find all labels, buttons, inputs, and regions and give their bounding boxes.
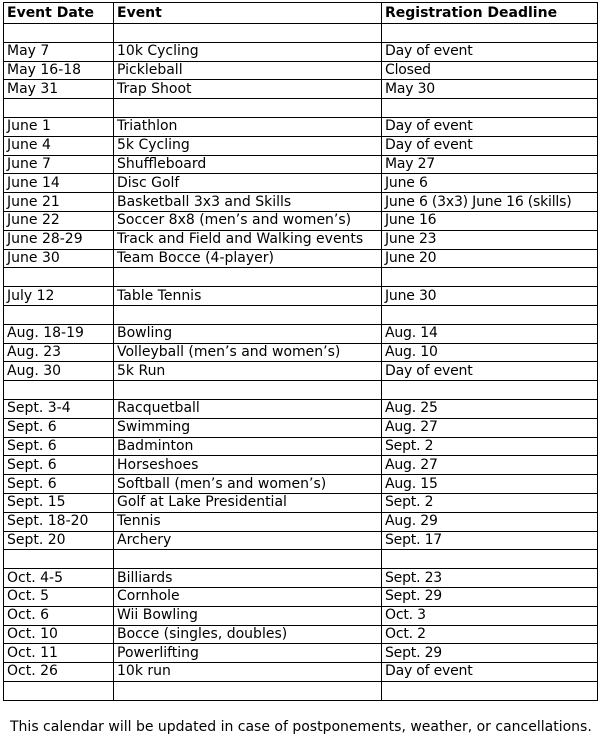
event-name-cell: Powerlifting	[114, 644, 382, 663]
registration-deadline-cell	[382, 24, 598, 43]
table-row	[4, 531, 598, 550]
table-row	[4, 174, 598, 193]
registration-deadline-cell: Aug. 10	[382, 343, 598, 362]
table-row	[4, 324, 598, 343]
event-name-cell: Badminton	[114, 437, 382, 456]
registration-deadline-cell: Sept. 29	[382, 587, 598, 606]
registration-deadline-cell: Day of event	[382, 136, 598, 155]
event-name-cell: Triathlon	[114, 117, 382, 136]
registration-deadline-cell: May 30	[382, 80, 598, 99]
footnote: This calendar will be updated in case of postponements, weather, or cancellations.	[10, 719, 592, 735]
event-name-cell	[114, 99, 382, 118]
registration-deadline-cell: Day of event	[382, 663, 598, 682]
event-name-cell: Horseshoes	[114, 456, 382, 475]
registration-deadline-cell: Aug. 27	[382, 418, 598, 437]
table-row	[4, 663, 598, 682]
registration-deadline-cell: Oct. 3	[382, 606, 598, 625]
registration-deadline-cell: Aug. 29	[382, 512, 598, 531]
registration-deadline-cell: Aug. 15	[382, 475, 598, 494]
table-row	[4, 493, 598, 512]
registration-deadline-cell: Aug. 14	[382, 324, 598, 343]
event-name-cell: Soccer 8x8 (men’s and women’s)	[114, 211, 382, 230]
schedule-body	[4, 24, 598, 701]
table-row	[4, 418, 598, 437]
registration-deadline-cell: Sept. 2	[382, 437, 598, 456]
event-name-cell: 5k Run	[114, 362, 382, 381]
table-row	[4, 399, 598, 418]
table-row	[4, 61, 598, 80]
event-name-cell: 10k Cycling	[114, 42, 382, 61]
table-row	[4, 193, 598, 212]
event-name-cell	[114, 381, 382, 400]
header-row	[4, 3, 598, 24]
event-schedule-table	[3, 2, 598, 701]
table-row	[4, 287, 598, 306]
event-date-cell: Sept. 6	[4, 418, 114, 437]
header-registration-deadline: Registration Deadline	[382, 3, 598, 24]
event-name-cell	[114, 550, 382, 569]
event-date-cell: June 4	[4, 136, 114, 155]
spacer-row	[4, 305, 598, 324]
event-date-cell: Sept. 6	[4, 456, 114, 475]
event-date-cell: May 7	[4, 42, 114, 61]
event-date-cell: Sept. 3-4	[4, 399, 114, 418]
event-date-cell: June 21	[4, 193, 114, 212]
table-row	[4, 587, 598, 606]
event-date-cell: Oct. 6	[4, 606, 114, 625]
registration-deadline-cell: Aug. 25	[382, 399, 598, 418]
table-row	[4, 343, 598, 362]
registration-deadline-cell	[382, 681, 598, 700]
event-name-cell: Team Bocce (4-player)	[114, 249, 382, 268]
registration-deadline-cell	[382, 268, 598, 287]
event-name-cell	[114, 24, 382, 43]
event-name-cell: 5k Cycling	[114, 136, 382, 155]
table-row	[4, 249, 598, 268]
event-date-cell: Sept. 20	[4, 531, 114, 550]
event-date-cell: July 12	[4, 287, 114, 306]
table-row	[4, 606, 598, 625]
event-date-cell: May 31	[4, 80, 114, 99]
event-name-cell: Bocce (singles, doubles)	[114, 625, 382, 644]
spacer-row	[4, 24, 598, 43]
event-date-cell: Oct. 10	[4, 625, 114, 644]
header-event: Event	[114, 3, 382, 24]
event-date-cell: June 22	[4, 211, 114, 230]
spacer-row	[4, 99, 598, 118]
event-name-cell: Racquetball	[114, 399, 382, 418]
event-date-cell: June 28-29	[4, 230, 114, 249]
registration-deadline-cell: Sept. 29	[382, 644, 598, 663]
event-date-cell: Aug. 23	[4, 343, 114, 362]
event-date-cell: Aug. 30	[4, 362, 114, 381]
event-date-cell: Sept. 6	[4, 475, 114, 494]
event-name-cell: Shuffleboard	[114, 155, 382, 174]
registration-deadline-cell: Day of event	[382, 117, 598, 136]
event-date-cell	[4, 305, 114, 324]
event-name-cell: Tennis	[114, 512, 382, 531]
registration-deadline-cell: Day of event	[382, 362, 598, 381]
table-row	[4, 625, 598, 644]
registration-deadline-cell: Day of event	[382, 42, 598, 61]
event-date-cell	[4, 381, 114, 400]
table-row	[4, 42, 598, 61]
event-name-cell: Trap Shoot	[114, 80, 382, 99]
event-name-cell: Pickleball	[114, 61, 382, 80]
event-name-cell: Golf at Lake Presidential	[114, 493, 382, 512]
event-date-cell: June 1	[4, 117, 114, 136]
registration-deadline-cell: Oct. 2	[382, 625, 598, 644]
event-date-cell	[4, 681, 114, 700]
spacer-row	[4, 681, 598, 700]
registration-deadline-cell: June 23	[382, 230, 598, 249]
event-date-cell: June 7	[4, 155, 114, 174]
registration-deadline-cell	[382, 305, 598, 324]
event-name-cell: Track and Field and Walking events	[114, 230, 382, 249]
spacer-row	[4, 381, 598, 400]
event-name-cell: Basketball 3x3 and Skills	[114, 193, 382, 212]
event-name-cell	[114, 305, 382, 324]
event-name-cell: Softball (men’s and women’s)	[114, 475, 382, 494]
table-row	[4, 211, 598, 230]
event-name-cell: Bowling	[114, 324, 382, 343]
event-name-cell: Wii Bowling	[114, 606, 382, 625]
registration-deadline-cell: June 16	[382, 211, 598, 230]
event-date-cell: Oct. 26	[4, 663, 114, 682]
registration-deadline-cell	[382, 381, 598, 400]
registration-deadline-cell: June 30	[382, 287, 598, 306]
event-name-cell: Cornhole	[114, 587, 382, 606]
table-row	[4, 569, 598, 588]
spacer-row	[4, 550, 598, 569]
event-name-cell: 10k run	[114, 663, 382, 682]
event-date-cell: Sept. 18-20	[4, 512, 114, 531]
event-name-cell	[114, 268, 382, 287]
event-name-cell	[114, 681, 382, 700]
event-name-cell: Volleyball (men’s and women’s)	[114, 343, 382, 362]
table-row	[4, 437, 598, 456]
event-date-cell: Oct. 4-5	[4, 569, 114, 588]
event-name-cell: Swimming	[114, 418, 382, 437]
table-row	[4, 230, 598, 249]
event-date-cell	[4, 268, 114, 287]
event-date-cell: Oct. 5	[4, 587, 114, 606]
event-name-cell: Archery	[114, 531, 382, 550]
table-row	[4, 362, 598, 381]
event-name-cell: Billiards	[114, 569, 382, 588]
table-row	[4, 80, 598, 99]
event-date-cell: May 16-18	[4, 61, 114, 80]
event-date-cell: Sept. 6	[4, 437, 114, 456]
registration-deadline-cell: June 6	[382, 174, 598, 193]
event-date-cell: Aug. 18-19	[4, 324, 114, 343]
registration-deadline-cell: Sept. 17	[382, 531, 598, 550]
event-name-cell: Table Tennis	[114, 287, 382, 306]
event-date-cell	[4, 550, 114, 569]
table-row	[4, 512, 598, 531]
registration-deadline-cell: Aug. 27	[382, 456, 598, 475]
event-date-cell: June 30	[4, 249, 114, 268]
event-name-cell: Disc Golf	[114, 174, 382, 193]
header-event-date: Event Date	[4, 3, 114, 24]
table-row	[4, 644, 598, 663]
event-date-cell: June 14	[4, 174, 114, 193]
registration-deadline-cell: Sept. 23	[382, 569, 598, 588]
table-row	[4, 155, 598, 174]
registration-deadline-cell: June 6 (3x3) June 16 (skills)	[382, 193, 598, 212]
event-date-cell: Sept. 15	[4, 493, 114, 512]
event-date-cell	[4, 99, 114, 118]
registration-deadline-cell: Closed	[382, 61, 598, 80]
spacer-row	[4, 268, 598, 287]
registration-deadline-cell	[382, 550, 598, 569]
registration-deadline-cell	[382, 99, 598, 118]
table-row	[4, 456, 598, 475]
registration-deadline-cell: June 20	[382, 249, 598, 268]
registration-deadline-cell: May 27	[382, 155, 598, 174]
table-row	[4, 136, 598, 155]
event-date-cell: Oct. 11	[4, 644, 114, 663]
table-row	[4, 117, 598, 136]
table-row	[4, 475, 598, 494]
registration-deadline-cell: Sept. 2	[382, 493, 598, 512]
event-date-cell	[4, 24, 114, 43]
